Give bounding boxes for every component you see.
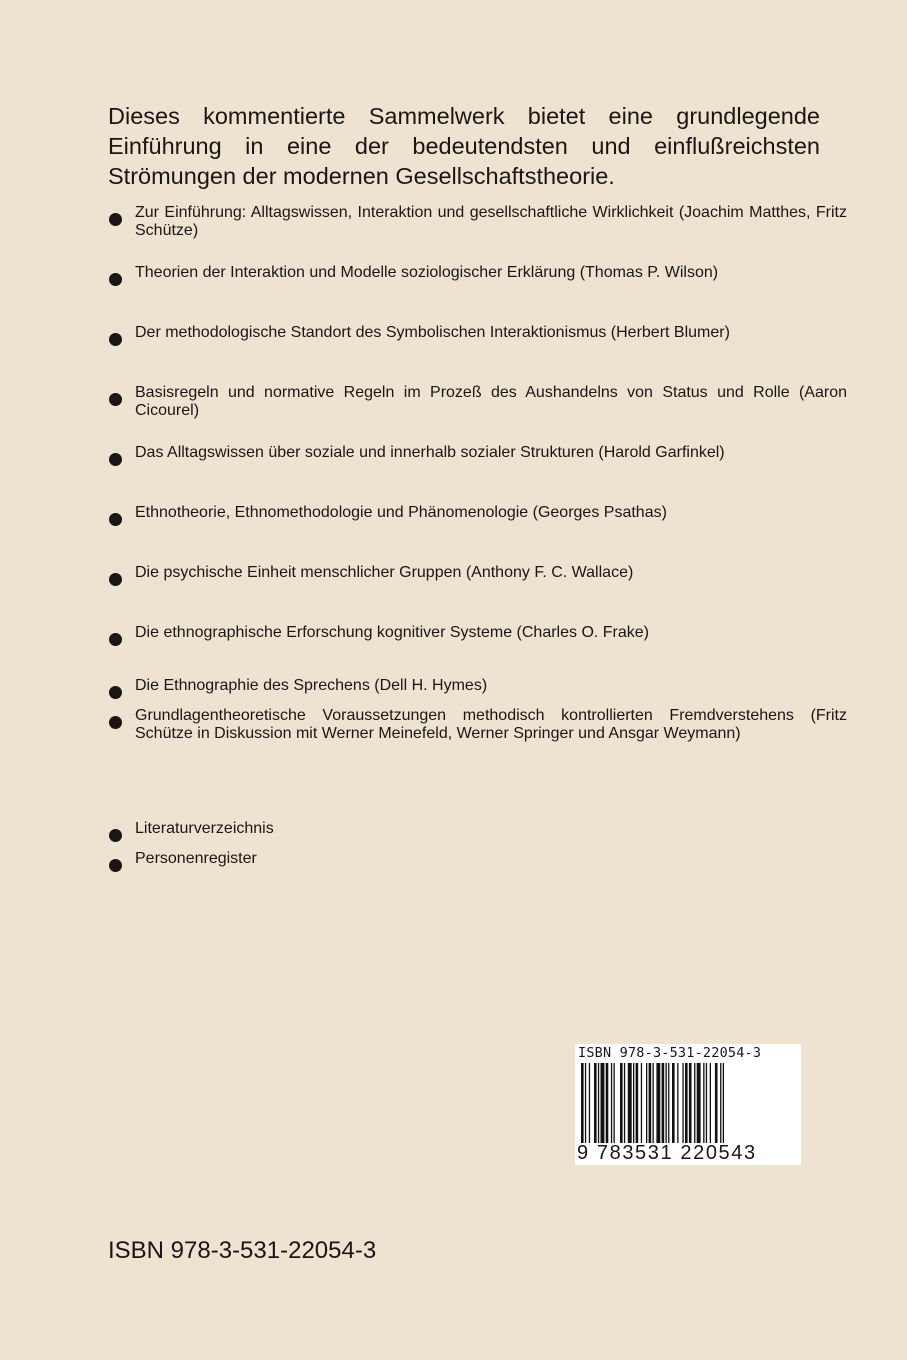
list-item xyxy=(108,504,847,522)
list-item-text: Ethnotheorie, Ethnomethodologie und Phänomenologie (Georges Psathas) xyxy=(135,504,667,521)
list-item xyxy=(108,204,847,240)
isbn-barcode xyxy=(575,1044,801,1165)
bullet-icon xyxy=(109,513,122,526)
list-item xyxy=(108,820,847,838)
list-item-text: Das Alltagswissen über soziale und innerhalb sozialer Strukturen (Harold Garfinkel) xyxy=(135,444,725,461)
list-item xyxy=(108,324,847,342)
list-item-text: Zur Einführung: Alltagswissen, Interaktion und gesellschaftliche Wirklichkeit (Joachim Matthes, Fritz Schütze) xyxy=(135,204,847,239)
list-item xyxy=(108,564,847,582)
bullet-icon xyxy=(109,333,122,346)
list-item xyxy=(108,677,847,695)
barcode-isbn-label: ISBN 978-3-531-22054-3 xyxy=(578,1045,762,1061)
list-item xyxy=(108,444,847,462)
list-item-text: Die ethnographische Erforschung kognitiver Systeme (Charles O. Frake) xyxy=(135,624,649,641)
list-item xyxy=(108,384,847,420)
bullet-icon xyxy=(109,573,122,586)
list-item-text: Basisregeln und normative Regeln im Prozeß des Aushandelns von Status und Rolle (Aaron Cicourel) xyxy=(135,384,847,419)
list-item xyxy=(108,624,847,642)
list-item-text: Die Ethnographie des Sprechens (Dell H. Hymes) xyxy=(135,677,488,694)
bullet-icon xyxy=(109,213,122,226)
list-item xyxy=(108,850,847,868)
bullet-icon xyxy=(109,273,122,286)
barcode-bars-icon xyxy=(579,1063,797,1143)
list-item-text: Personenregister xyxy=(135,850,257,867)
bullet-icon xyxy=(109,829,122,842)
bullet-icon xyxy=(109,859,122,872)
bullet-icon xyxy=(109,633,122,646)
list-item-text: Der methodologische Standort des Symbolischen Interaktionismus (Herbert Blumer) xyxy=(135,324,730,341)
intro-paragraph: Dieses kommentierte Sammelwerk bietet eine grundlegende Einführung in eine der bedeutendsten und einflußreichsten Strömungen der modernen Gesellschaftstheorie. xyxy=(108,103,820,189)
bullet-icon xyxy=(109,453,122,466)
list-item xyxy=(108,707,847,743)
list-item xyxy=(108,264,847,282)
barcode-digits: 9 783531 220543 xyxy=(577,1142,757,1164)
bullet-icon xyxy=(109,686,122,699)
list-item-text: Grundlagentheoretische Voraussetzungen methodisch kontrollierten Fremdverstehens (Fritz Schütze in Diskussion mit Werner Meinefeld, Werner Springer und Ansgar Weymann) xyxy=(135,707,847,742)
isbn-footer: ISBN 978-3-531-22054-3 xyxy=(108,1237,377,1264)
bullet-icon xyxy=(109,716,122,729)
bullet-icon xyxy=(109,393,122,406)
list-item-text: Literaturverzeichnis xyxy=(135,820,274,837)
list-item-text: Theorien der Interaktion und Modelle soziologischer Erklärung (Thomas P. Wilson) xyxy=(135,264,719,281)
list-item-text: Die psychische Einheit menschlicher Gruppen (Anthony F. C. Wallace) xyxy=(135,564,634,581)
